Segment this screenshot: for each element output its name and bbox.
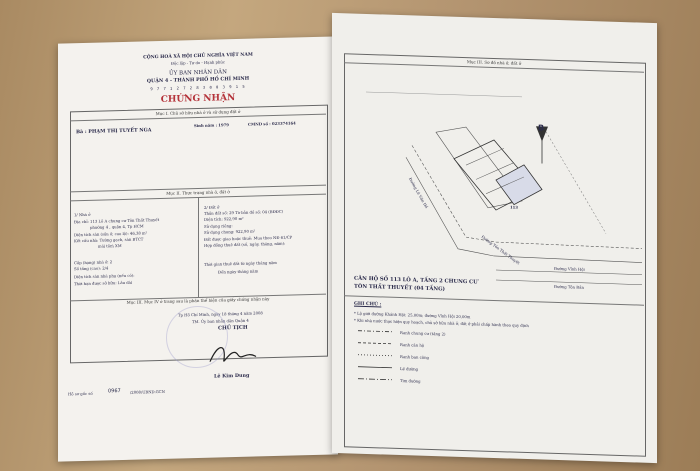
signature bbox=[206, 338, 266, 370]
house-term: Thời hạn được sở hữu: Lâu dài bbox=[74, 279, 133, 287]
house-floors: Số tầng (cao): 2/4 bbox=[74, 265, 109, 272]
house-address: Địa chỉ: 113 Lô A chung cư Tôn Thất Thuyết bbox=[74, 217, 160, 225]
land-heading: 2/ Đất ở bbox=[204, 204, 220, 210]
house-extra-area: Diện tích sàn nhà phụ (nếu có): bbox=[74, 272, 135, 280]
id-number: CMND số : 023374164 bbox=[248, 120, 296, 127]
unit-number: 113 bbox=[510, 204, 518, 210]
signer-role: CHỦ TỊCH bbox=[218, 324, 248, 332]
house-roof: mái tôn\ XM bbox=[98, 242, 122, 249]
legend-item: Ranh ban công bbox=[400, 354, 429, 360]
registry-number: 0967 bbox=[108, 388, 121, 395]
legend-item: Lề đường bbox=[400, 366, 419, 372]
street-label-le-van-ho: Đường Lê Văn Hồ bbox=[407, 176, 430, 210]
registry-suffix: /2008/UBND.GCN bbox=[130, 388, 165, 395]
birth-year: Sinh năm : 1979 bbox=[194, 122, 229, 129]
street-label-ton-dan: Đường Tôn Đản bbox=[554, 283, 584, 290]
note-road-width: * Lộ giới đường Khánh Hội: 25,00m; đường Vĩnh Hội 20,00m bbox=[354, 310, 471, 320]
committee: ỦY BAN NHÂN DÂN bbox=[169, 69, 227, 77]
section-owner-heading: Mục I. Chủ sở hữu nhà ở và sử dụng đất ở bbox=[155, 108, 241, 117]
apartment-title-line2: TÔN THẤT THUYẾT (04 TẦNG) bbox=[354, 283, 445, 293]
registry-label: Hồ sơ gốc số bbox=[68, 390, 93, 397]
house-structure: Kết cấu nhà: Tường gạch, sàn BTCT bbox=[74, 236, 144, 244]
legend-item: Tim đường bbox=[400, 378, 421, 384]
page-title: CHỨNG NHẬN bbox=[160, 93, 236, 105]
land-common: Sử dụng chung: 922,90 m² bbox=[204, 228, 256, 235]
map-section-heading: Mục III. Sơ đồ nhà ở, đất ở bbox=[466, 59, 522, 66]
district: QUẬN 4 - THÀNH PHỐ HỒ CHÍ MINH bbox=[146, 75, 250, 85]
apartment-title-line1: CĂN HỘ SỐ 113 LÔ A, TẦNG 2 CHUNG CƯ bbox=[354, 275, 478, 286]
owner-name: PHẠM THỊ TUYẾT NGA bbox=[88, 127, 152, 135]
note-planning: * Khi nhà nước thực hiện quy hoạch, chủ sở hữu nhà ở, đất ở phải chấp hành theo quy định bbox=[354, 317, 529, 329]
notes-title: GHI CHÚ : bbox=[354, 301, 382, 308]
land-area: Diện tích: 922,90 m² bbox=[204, 215, 244, 222]
land-private: Sử dụng riêng: bbox=[204, 223, 233, 229]
land-use-basis: Đất được giao hoặc thuê: Mua theo NĐ 61/CP bbox=[204, 234, 293, 242]
nation-heading: CỘNG HOÀ XÃ HỘI CHỦ NGHĨA VIỆT NAM bbox=[143, 52, 253, 61]
certificate-right-page bbox=[332, 13, 657, 463]
street-label-vinh-hoi: Đường Vĩnh Hội bbox=[554, 265, 585, 272]
legend-swatches bbox=[356, 327, 396, 398]
legend-item: Ranh căn hộ bbox=[400, 342, 425, 348]
legend-item: Ranh chung cư (tầng 2) bbox=[400, 330, 446, 337]
house-ward: phường 4 , quận 4, Tp HCM bbox=[90, 223, 144, 230]
place-date: Tp Hồ Chí Minh, ngày 18 tháng 4 năm 2008 bbox=[178, 310, 263, 318]
land-lot: Thửa đất số: 29 Tờ bản đồ số: 04 (BĐĐC) bbox=[204, 208, 284, 216]
committee-signature-line: TM. Ủy ban nhân dân Quận 4 bbox=[192, 317, 249, 325]
motto: Độc lập - Tự do - Hạnh phúc bbox=[170, 59, 225, 66]
house-grade: Cấp (hạng) nhà ở: 2 bbox=[74, 259, 113, 266]
house-heading: 1/ Nhà ở bbox=[74, 211, 91, 218]
signer-name: Lê Kim Dung bbox=[214, 372, 250, 380]
certificate-left-page bbox=[58, 36, 338, 461]
section-note: Mục III. Mục IV ở trang sau là phần thể hiện của giấy chứng nhận này bbox=[126, 296, 270, 305]
street-label-ton-that-thuyet: Đường Tôn Thất Thuyết bbox=[480, 234, 521, 266]
section-status-heading: Mục II. Thực trạng nhà ở, đất ở bbox=[166, 189, 230, 196]
lease-from: Thời gian thuê đất từ ngày tháng năm bbox=[204, 259, 277, 267]
serial-code: 9 7 7 1 2 7 2 8 3 0 0 3 9 1 5 bbox=[150, 83, 246, 92]
lease-to: Đến ngày tháng năm bbox=[218, 268, 259, 275]
house-area: Diện tích sàn (sửa ở, cao lộ): 46,38 m² bbox=[74, 230, 148, 238]
north-indicator: B bbox=[538, 123, 545, 133]
site-plan bbox=[346, 65, 642, 294]
land-contract: Hợp đồng thuê đất (số, ngày, tháng, năm): bbox=[204, 240, 286, 248]
owner-prefix: Bà : bbox=[76, 128, 89, 136]
column-divider bbox=[198, 197, 199, 297]
